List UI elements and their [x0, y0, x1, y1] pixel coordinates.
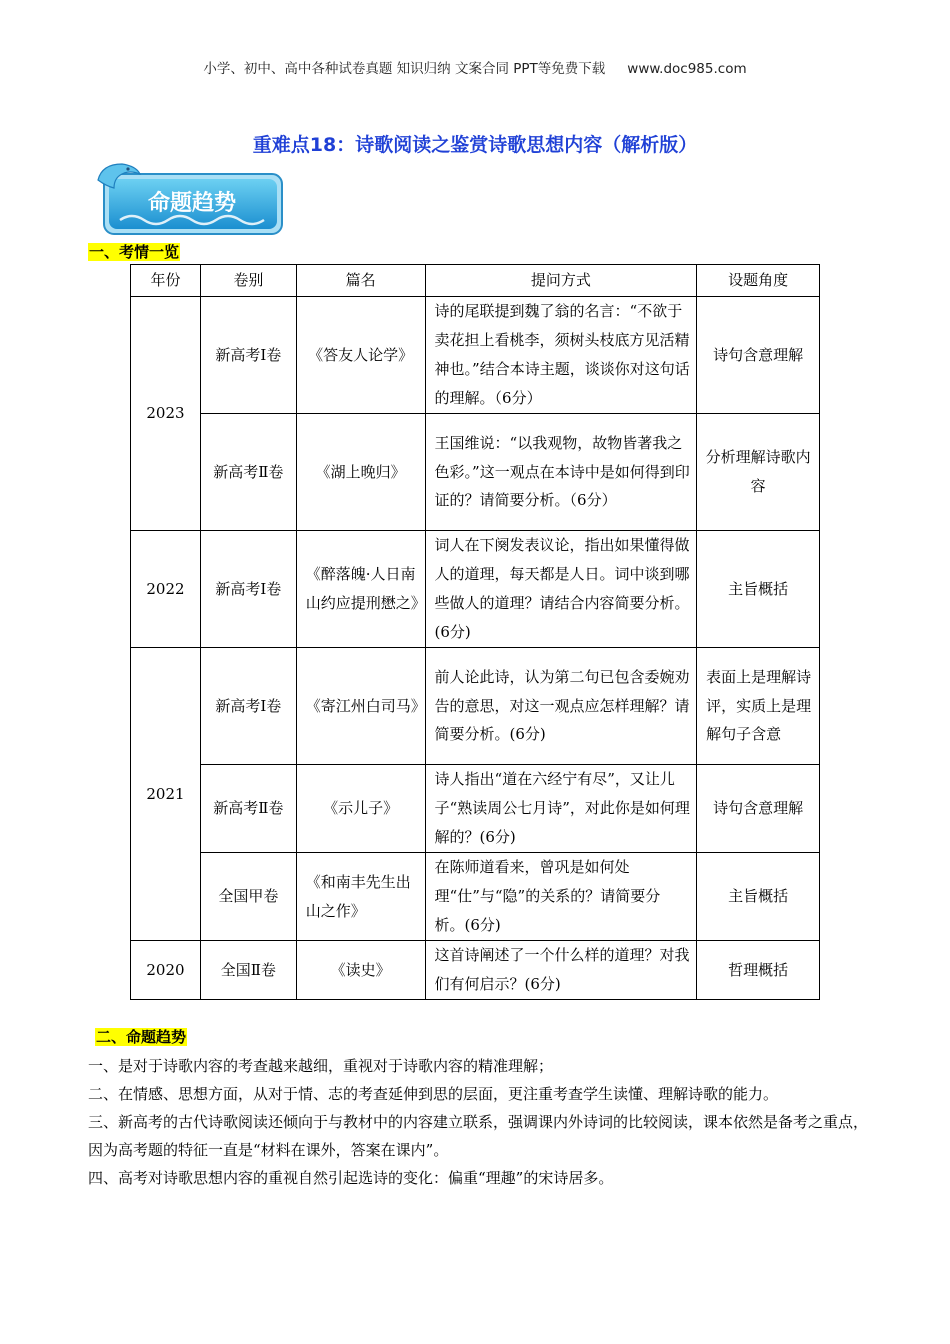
- angle-cell: 主旨概括: [697, 853, 820, 941]
- year-cell: 2020: [131, 941, 201, 1000]
- badge-label: 命题趋势: [147, 191, 237, 216]
- title-cell: 《答友人论学》: [296, 297, 425, 414]
- title-cell: 《寄江州白司马》: [296, 648, 425, 765]
- table-row: [131, 531, 820, 648]
- paper-cell: 全国Ⅱ卷: [200, 941, 296, 1000]
- trend-paragraph-2: 二、在情感、思想方面，从对于情、志的考查延伸到思的层面，更注重考查学生读懂、理解诗歌的能力。: [88, 1085, 779, 1103]
- header-title: 篇名: [296, 265, 425, 297]
- trend-paragraph-4: 四、高考对诗歌思想内容的重视自然引起选诗的变化：偏重“理趣”的宋诗居多。: [88, 1169, 614, 1187]
- page-header: [0, 57, 950, 77]
- paper-cell: 新高考Ⅰ卷: [200, 531, 296, 648]
- year-cell: 2023: [131, 297, 201, 531]
- exam-table: [130, 264, 820, 1000]
- table-row: [131, 941, 820, 1000]
- trend-paragraph-1: 一、是对于诗歌内容的考查越来越细，重视对于诗歌内容的精准理解；: [88, 1057, 554, 1075]
- question-cell: 诗人指出“道在六经宁有尽”，又让儿子“熟读周公七月诗”，对此你是如何理解的？(6分): [425, 765, 697, 853]
- section-2-heading: 二、命题趋势: [96, 1028, 187, 1046]
- paper-cell: 新高考Ⅰ卷: [200, 297, 296, 414]
- header-paper: 卷别: [200, 265, 296, 297]
- question-cell: 在陈师道看来，曾巩是如何处理“仕”与“隐”的关系的？请简要分析。(6分): [425, 853, 697, 941]
- angle-cell: 诗句含意理解: [697, 297, 820, 414]
- table-row: [131, 414, 820, 531]
- question-cell: 诗的尾联提到魏了翁的名言：“不欲于卖花担上看桃李，须树头枝底方见活精神也。”结合本诗主题，谈谈你对这句话的理解。（6分）: [425, 297, 697, 414]
- table-row: [131, 853, 820, 941]
- table-row: [131, 648, 820, 765]
- paper-cell: 新高考Ⅱ卷: [200, 414, 296, 531]
- title-cell: 《示儿子》: [296, 765, 425, 853]
- header-angle: 设题角度: [697, 265, 820, 297]
- angle-cell: 分析理解诗歌内容: [697, 414, 820, 531]
- header-text: 小学、初中、高中各种试卷真题 知识归纳 文案合同 PPT等免费下载: [203, 61, 606, 77]
- question-cell: 词人在下阕发表议论，指出如果懂得做人的道理，每天都是人日。词中谈到哪些做人的道理？请结合内容简要分析。(6分): [425, 531, 697, 648]
- header-year: 年份: [131, 265, 201, 297]
- paper-cell: 全国甲卷: [200, 853, 296, 941]
- table-header-row: [131, 265, 820, 297]
- section-badge: [92, 160, 288, 240]
- angle-cell: 诗句含意理解: [697, 765, 820, 853]
- paper-cell: 新高考Ⅱ卷: [200, 765, 296, 853]
- title-cell: 《和南丰先生出山之作》: [296, 853, 425, 941]
- year-cell: 2022: [131, 531, 201, 648]
- title-cell: 《湖上晚归》: [296, 414, 425, 531]
- header-question: 提问方式: [425, 265, 697, 297]
- table-row: [131, 297, 820, 414]
- paper-cell: 新高考Ⅰ卷: [200, 648, 296, 765]
- angle-cell: 哲理概括: [697, 941, 820, 1000]
- page-title: 重难点18：诗歌阅读之鉴赏诗歌思想内容（解析版）: [252, 134, 698, 156]
- year-cell: 2021: [131, 648, 201, 941]
- angle-cell: 主旨概括: [697, 531, 820, 648]
- trend-paragraph-3: 三、新高考的古代诗歌阅读还倾向于与教材中的内容建立联系，强调课内外诗词的比较阅读，课本依然是备考之重点，因为高考题的特征一直是“材料在课外，答案在课内”。: [88, 1113, 869, 1159]
- question-cell: 王国维说：“以我观物，故物皆著我之色彩。”这一观点在本诗中是如何得到印证的？请简要分析。（6分）: [425, 414, 697, 531]
- angle-cell: 表面上是理解诗评，实质上是理解句子含意: [697, 648, 820, 765]
- title-cell: 《醉落魄·人日南山约应提刑懋之》: [296, 531, 425, 648]
- table-row: [131, 765, 820, 853]
- question-cell: 这首诗阐述了一个什么样的道理？对我们有何启示？(6分): [425, 941, 697, 1000]
- section-1-heading: 一、考情一览: [89, 243, 180, 261]
- header-url[interactable]: www.doc985.com: [627, 61, 747, 77]
- title-cell: 《读史》: [296, 941, 425, 1000]
- question-cell: 前人论此诗，认为第二句已包含委婉劝告的意思，对这一观点应怎样理解？请简要分析。(6分): [425, 648, 697, 765]
